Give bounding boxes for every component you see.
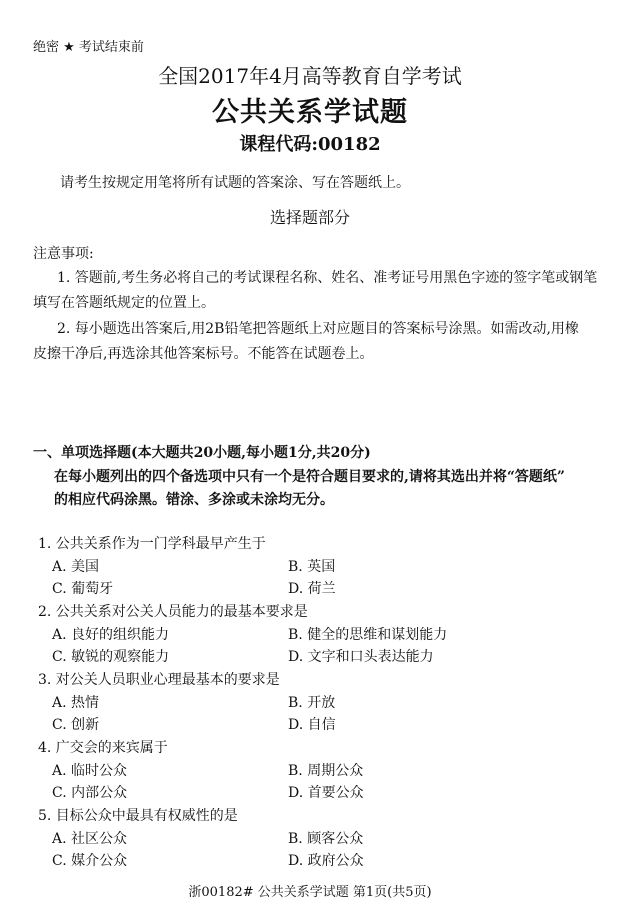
- confidential-mark: 绝密 ★ 考试结束前: [33, 40, 144, 55]
- paper-title: 公共关系学试题: [212, 97, 408, 128]
- notes-heading: 注意事项:: [33, 246, 94, 262]
- section-title: 选择题部分: [269, 208, 350, 227]
- question-4-option-c: C. 内部公众: [52, 785, 128, 801]
- note-2-line-2: 皮擦干净后,再选涂其他答案标号。不能答在试题卷上。: [33, 346, 374, 362]
- question-3-option-d: D. 自信: [288, 717, 336, 733]
- question-2-option-d: D. 文字和口头表达能力: [288, 649, 434, 665]
- question-4-stem: 4. 广交会的来宾属于: [38, 740, 168, 756]
- question-1-option-c: C. 葡萄牙: [52, 581, 114, 597]
- answer-instruction: 请考生按规定用笔将所有试题的答案涂、写在答题纸上。: [60, 175, 410, 191]
- question-1-stem: 1. 公共关系作为一门学科最早产生于: [38, 536, 266, 552]
- course-code: 课程代码:00182: [239, 134, 381, 155]
- question-1-option-b: B. 英国: [288, 559, 336, 575]
- part-1-desc-line-2: 的相应代码涂黑。错涂、多涂或未涂均无分。: [54, 492, 334, 508]
- question-4-option-a: A. 临时公众: [52, 763, 128, 779]
- question-4-option-d: D. 首要公众: [288, 785, 364, 801]
- question-5-stem: 5. 目标公众中最具有权威性的是: [38, 808, 238, 824]
- question-4-option-b: B. 周期公众: [288, 763, 364, 779]
- question-5-option-a: A. 社区公众: [52, 831, 128, 847]
- question-1-option-d: D. 荷兰: [288, 581, 336, 597]
- question-3-option-a: A. 热情: [52, 695, 100, 711]
- part-1-desc-line-1: 在每小题列出的四个备选项中只有一个是符合题目要求的,请将其选出并将“答题纸”: [54, 469, 565, 485]
- page-footer: 浙00182# 公共关系学试题 第1页(共5页): [188, 885, 432, 900]
- question-3-option-b: B. 开放: [288, 695, 336, 711]
- question-1-option-a: A. 美国: [52, 559, 100, 575]
- question-2-option-c: C. 敏锐的观察能力: [52, 649, 170, 665]
- question-2-option-a: A. 良好的组织能力: [52, 627, 170, 643]
- note-2-line-1: 2. 每小题选出答案后,用2B铅笔把答题纸上对应题目的答案标号涂黑。如需改动,用橡: [57, 321, 579, 337]
- note-1-line-1: 1. 答题前,考生务必将自己的考试课程名称、姓名、准考证号用黑色字迹的签字笔或钢笔: [57, 270, 598, 286]
- question-3-option-c: C. 创新: [52, 717, 100, 733]
- question-5-option-d: D. 政府公众: [288, 853, 364, 869]
- note-1-line-2: 填写在答题纸规定的位置上。: [33, 295, 215, 311]
- question-5-option-b: B. 顾客公众: [288, 831, 364, 847]
- question-2-option-b: B. 健全的思维和谋划能力: [288, 627, 448, 643]
- question-3-stem: 3. 对公关人员职业心理最基本的要求是: [38, 672, 280, 688]
- exam-title: 全国2017年4月高等教育自学考试: [158, 64, 462, 88]
- question-2-stem: 2. 公共关系对公关人员能力的最基本要求是: [38, 604, 308, 620]
- question-5-option-c: C. 媒介公众: [52, 853, 128, 869]
- part-1-heading: 一、单项选择题(本大题共20小题,每小题1分,共20分): [33, 445, 371, 461]
